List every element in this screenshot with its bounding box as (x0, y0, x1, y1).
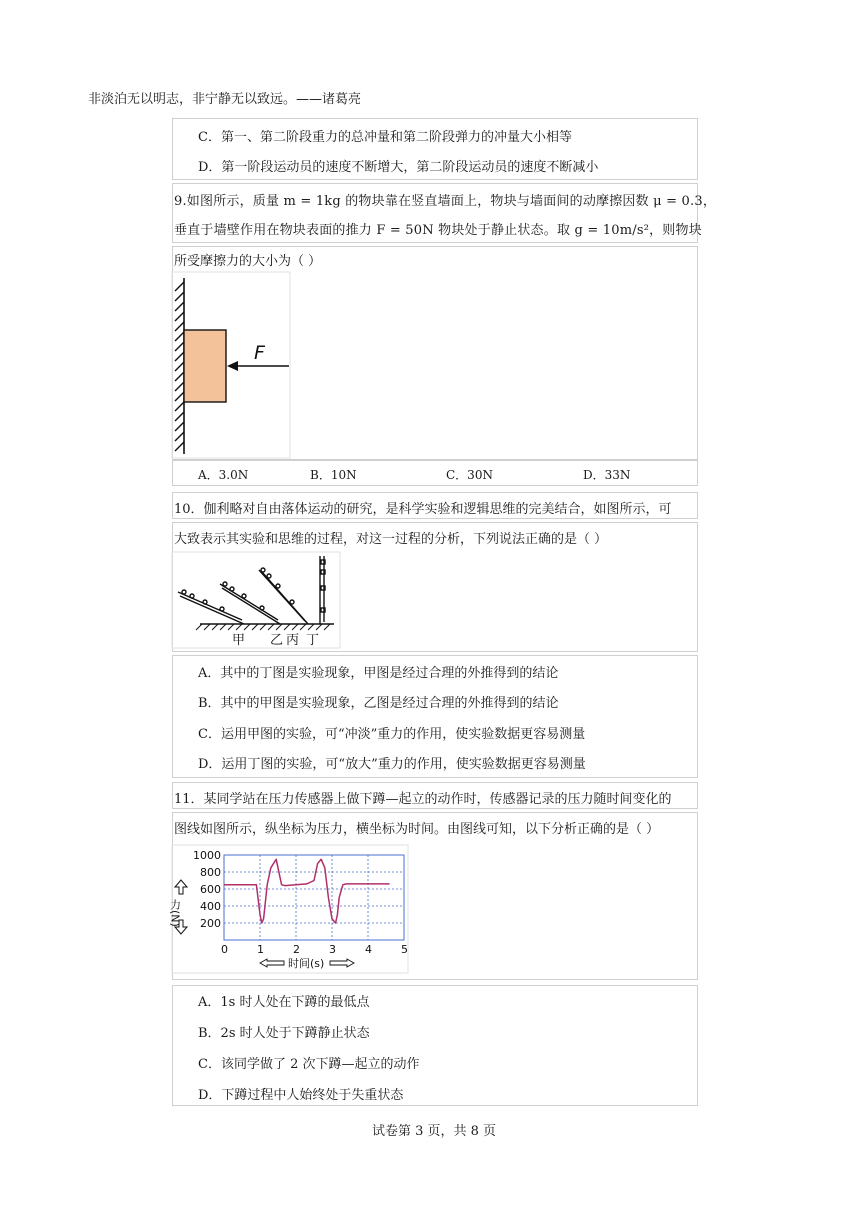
header-motto: 非淡泊无以明志，非宁静无以致远。——诸葛亮 (88, 92, 362, 107)
q8-option-c: C．第一、第二阶段重力的总冲量和第二阶段弹力的冲量大小相等 (198, 130, 572, 145)
q11-option-a: A．1s 时人处在下蹲的最低点 (198, 995, 370, 1010)
q8-option-d: D．第一阶段运动员的速度不断增大，第二阶段运动员的速度不断减小 (198, 160, 599, 175)
y-axis-label: 力(N) (168, 899, 182, 927)
vertical-ding (320, 556, 325, 624)
x-tick-label: 0 (221, 943, 228, 956)
x-axis-label: 时间(s) (288, 957, 325, 970)
q11-stem-line2: 图线如图所示，纵坐标为压力，横坐标为时间。由图线可知，以下分析正确的是（ ） (174, 822, 660, 837)
label-bing: 丙 (286, 633, 300, 648)
force-label: F (254, 342, 265, 364)
q9-stem-line2: 垂直于墙壁作用在物块表面的推力 F = 50N 物块处于静止状态。取 g = 10m/s²，则物块 (174, 223, 702, 238)
y-tick-label: 600 (200, 883, 221, 896)
q10-option-d: D．运用丁图的实验，可“放大”重力的作用，使实验数据更容易测量 (198, 757, 586, 772)
q11-force-time-chart (168, 845, 410, 975)
x-tick-label: 1 (257, 943, 264, 956)
x-axis-label-group (260, 956, 354, 970)
q11-option-d: D．下蹲过程中人始终处于失重状态 (198, 1088, 404, 1103)
x-tick-label: 5 (401, 943, 408, 956)
wall-hatching (175, 282, 184, 451)
q9-stem-line1: 9.如图所示，质量 m = 1kg 的物块靠在竖直墙面上，物块与墙面间的动摩擦因数 μ = 0.3， (174, 194, 717, 209)
left-arrow-icon (260, 959, 284, 967)
q10-stem-line1: 10．伽利略对自由落体运动的研究，是科学实验和逻辑思维的完美结合，如图所示，可 (174, 502, 672, 517)
y-tick-label: 800 (200, 866, 221, 879)
y-tick-label: 400 (200, 900, 221, 913)
right-arrow-icon (330, 959, 354, 967)
up-arrow-icon (175, 880, 187, 894)
q10-option-a: A．其中的丁图是实验现象，甲图是经过合理的外推得到的结论 (198, 666, 559, 681)
x-tick-label: 2 (293, 943, 300, 956)
y-tick-label: 200 (200, 917, 221, 930)
q11-stem-line1: 11．某同学站在压力传感器上做下蹲—起立的动作时，传感器记录的压力随时间变化的 (174, 792, 672, 807)
q10-galileo-figure (172, 552, 342, 650)
q9-option-b: B．10N (310, 468, 357, 482)
q11-option-b: B．2s 时人处于下蹲静止状态 (198, 1026, 370, 1041)
q10-option-c: C．运用甲图的实验，可“冲淡”重力的作用，使实验数据更容易测量 (198, 727, 586, 742)
label-yi: 乙 (270, 633, 284, 648)
page-footer: 试卷第 3 页，共 8 页 (371, 1124, 497, 1139)
label-jia: 甲 (232, 633, 246, 648)
label-ding: 丁 (306, 633, 320, 648)
q9-wall-block-figure (172, 272, 292, 460)
q9-option-d: D．33N (583, 468, 631, 482)
q10-option-b: B．其中的甲图是实验现象，乙图是经过合理的外推得到的结论 (198, 696, 559, 711)
ground-hatching (196, 624, 330, 630)
block (184, 330, 226, 402)
y-tick-label: 1000 (193, 849, 221, 862)
x-tick-label: 4 (365, 943, 372, 956)
q9-stem-line3: 所受摩擦力的大小为（ ） (174, 254, 322, 269)
y-axis-label-group (169, 880, 188, 934)
plot-frame (224, 855, 404, 940)
q9-option-c: C．30N (446, 468, 493, 482)
x-tick-label: 3 (329, 943, 336, 956)
q10-stem-line2: 大致表示其实验和思维的过程，对这一过程的分析，下列说法正确的是（ ） (174, 532, 608, 547)
q11-option-c: C．该同学做了 2 次下蹲—起立的动作 (198, 1057, 420, 1072)
series-line-0 (224, 859, 390, 923)
q9-option-a: A．3.0N (198, 468, 249, 482)
